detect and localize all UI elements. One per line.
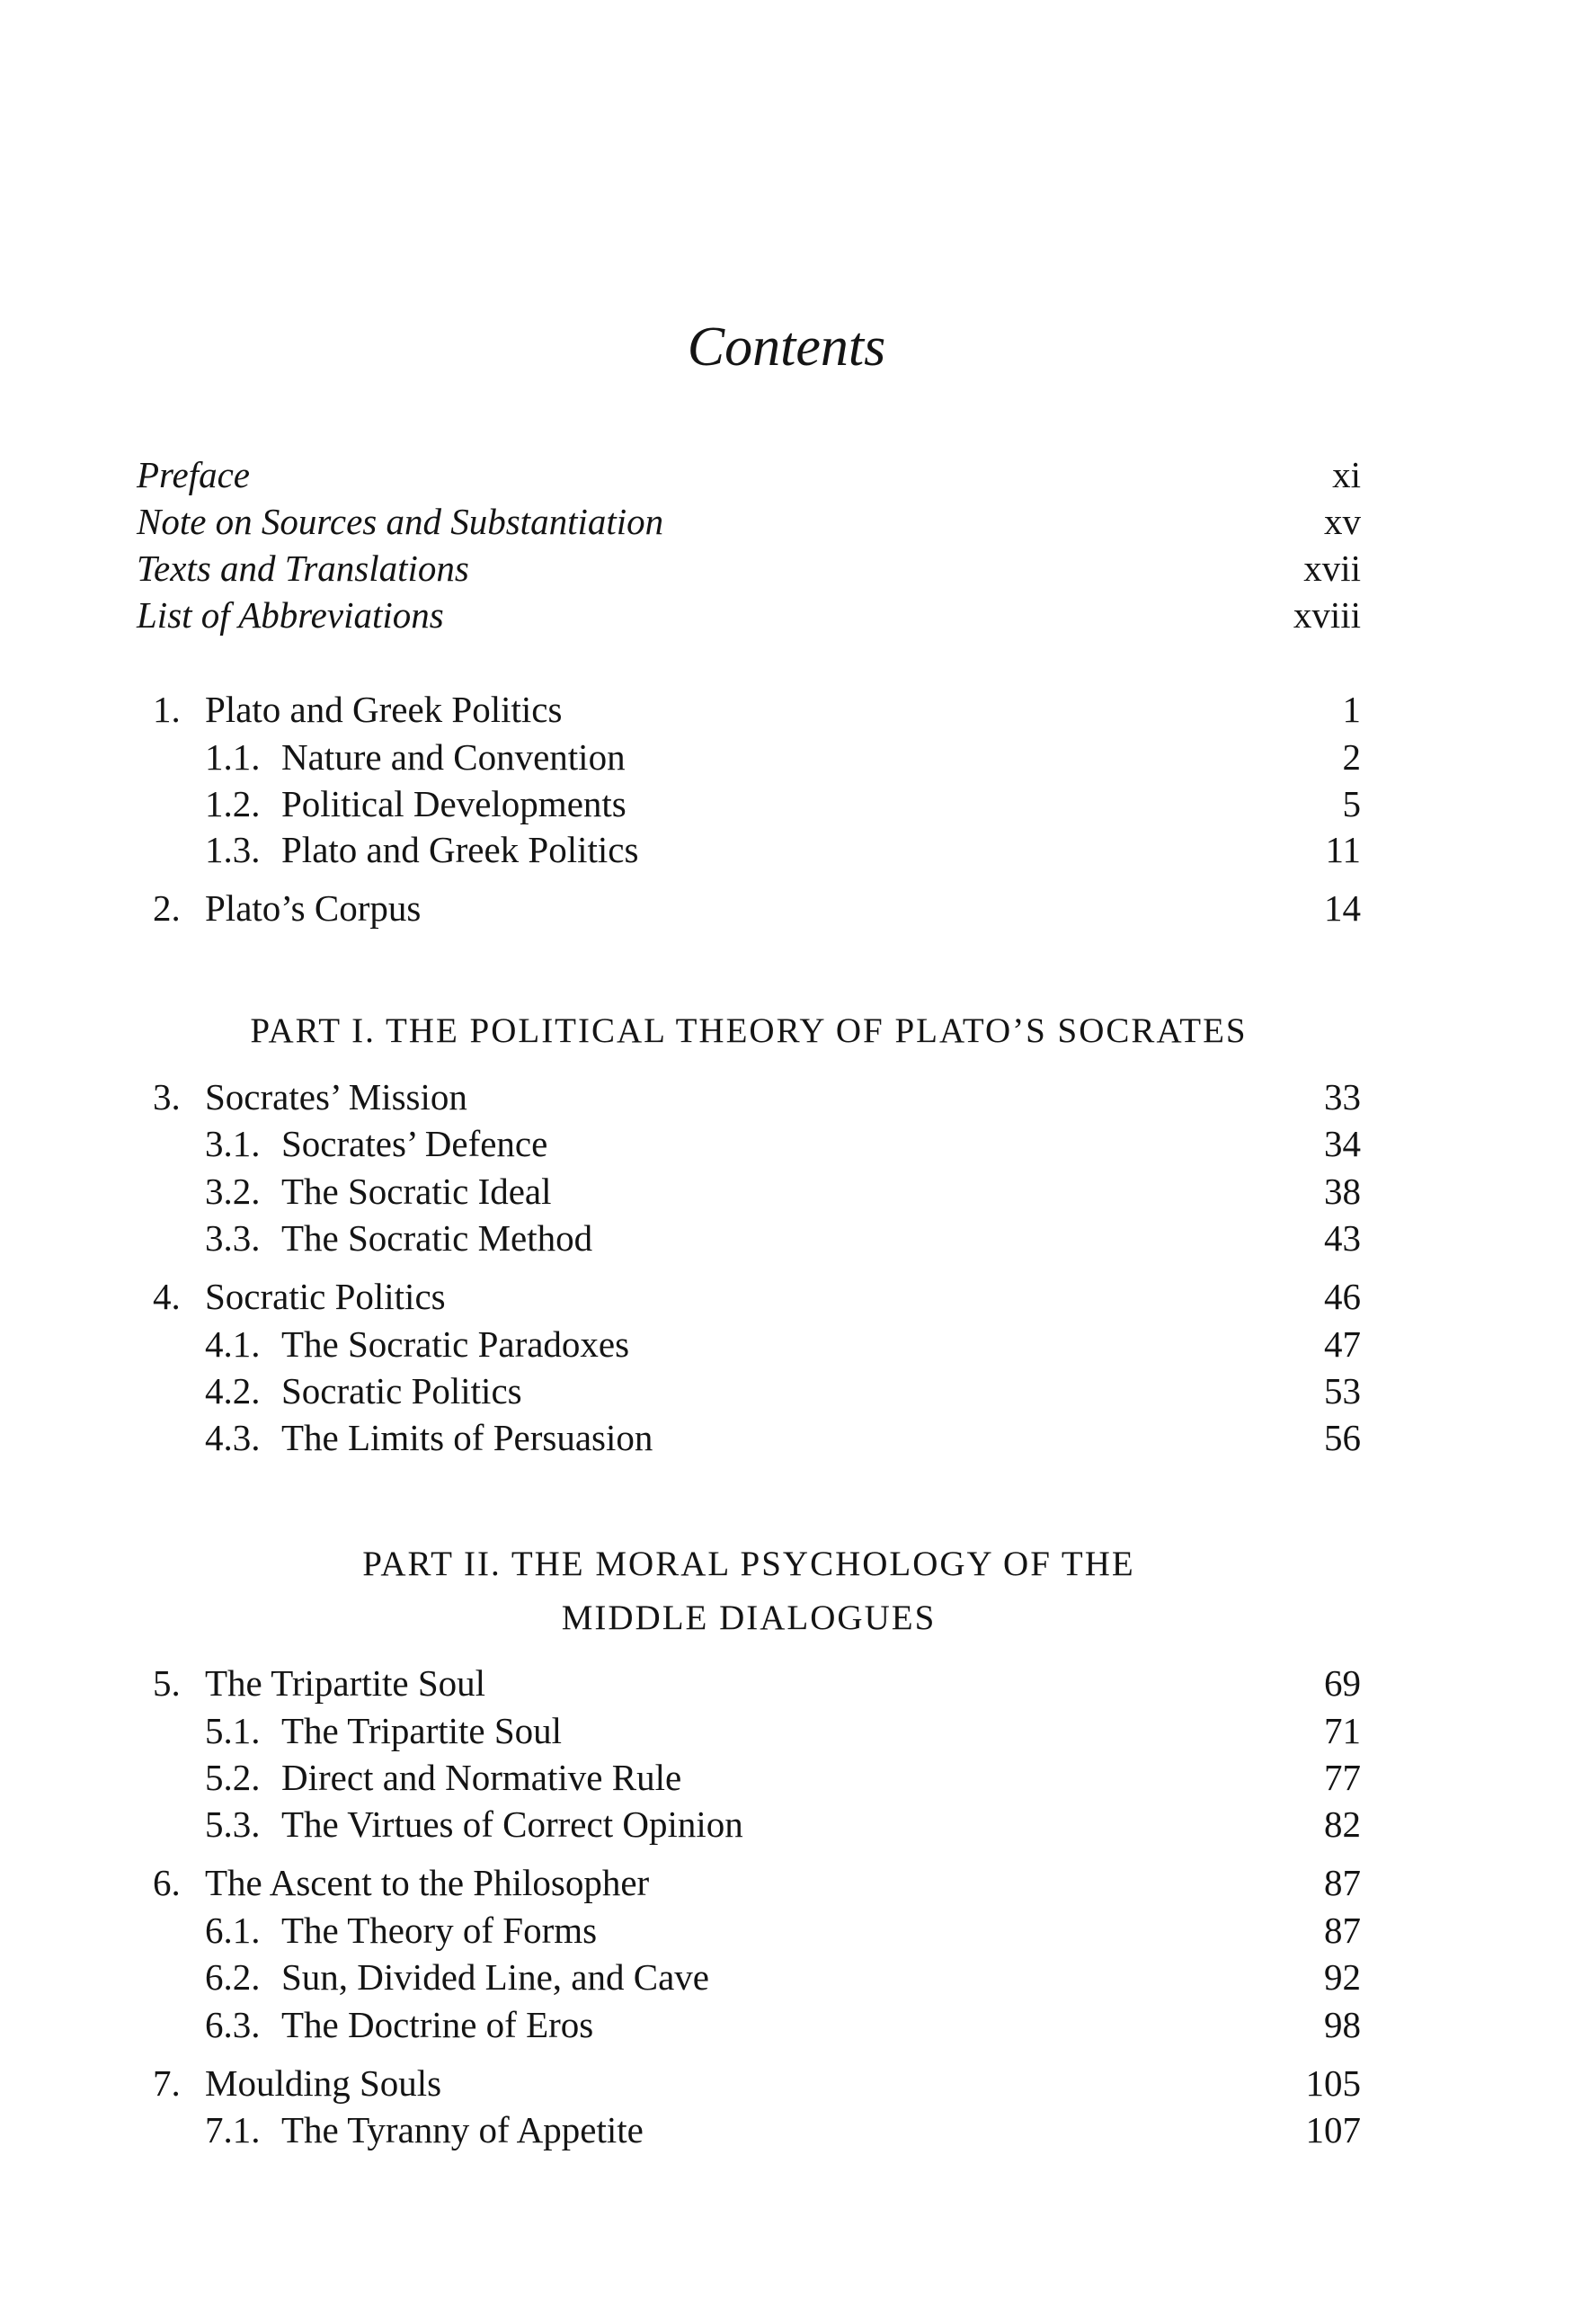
entry-number: 3.1. <box>205 1123 261 1164</box>
entry-page: 34 <box>1324 1123 1361 1164</box>
part-heading: PART II. THE MORAL PSYCHOLOGY OF THE <box>362 1545 1135 1583</box>
entry-number: 5.2. <box>205 1757 261 1798</box>
toc-entry-section[interactable] <box>137 1753 1361 1802</box>
entry-page: 105 <box>1305 2062 1361 2104</box>
entry-title: The Doctrine of Eros <box>281 2004 594 2045</box>
toc-entry-section[interactable] <box>137 733 1361 781</box>
entry-number: 1.1. <box>205 736 261 778</box>
toc-entry-section[interactable] <box>137 1953 1361 2001</box>
entry-page: 92 <box>1324 1956 1361 1998</box>
entry-number: 1. <box>153 689 181 730</box>
toc-entry-section[interactable] <box>137 1119 1361 1168</box>
entry-page: 87 <box>1324 1862 1361 1903</box>
page-title: Contents <box>687 316 886 378</box>
entry-page: 46 <box>1324 1276 1361 1317</box>
entry-title: The Virtues of Correct Opinion <box>281 1803 743 1845</box>
toc-entry-front-matter[interactable] <box>137 591 1361 639</box>
entry-number: 3. <box>153 1076 181 1117</box>
entry-title: The Theory of Forms <box>281 1910 598 1951</box>
toc-entry-section[interactable] <box>137 2000 1361 2049</box>
entry-number: 4. <box>153 1276 181 1317</box>
entry-number: 4.1. <box>205 1323 261 1365</box>
entry-page: 87 <box>1324 1910 1361 1951</box>
entry-title: The Tyranny of Appetite <box>281 2109 644 2150</box>
entry-page: 53 <box>1324 1370 1361 1411</box>
entry-title: The Socratic Paradoxes <box>281 1323 630 1365</box>
toc-entry-front-matter[interactable] <box>137 450 1361 499</box>
entry-number: 3.2. <box>205 1171 261 1212</box>
entry-number: 4.2. <box>205 1370 261 1411</box>
entry-number: 3.3. <box>205 1217 261 1259</box>
toc-entry-section[interactable] <box>137 1167 1361 1215</box>
toc-entry-section[interactable] <box>137 1706 1361 1755</box>
entry-page: 69 <box>1324 1662 1361 1704</box>
entry-title: Moulding Souls <box>205 2062 442 2104</box>
part-heading-line-2: MIDDLE DIALOGUES <box>561 1598 937 1637</box>
toc-entry-section[interactable] <box>137 1906 1361 1954</box>
toc-entry-front-matter[interactable] <box>137 497 1361 546</box>
toc-entry-chapter[interactable] <box>137 1272 1361 1321</box>
entry-number: 2. <box>153 887 181 929</box>
entry-title: Texts and Translations <box>137 548 469 589</box>
part-heading: PART I. THE POLITICAL THEORY OF PLATO’S SOCRATES <box>250 1011 1248 1050</box>
entry-number: 6. <box>153 1862 181 1903</box>
entry-number: 6.3. <box>205 2004 261 2045</box>
entry-page: 5 <box>1342 783 1361 824</box>
entry-title: Note on Sources and Substantiation <box>137 501 664 542</box>
entry-title: Preface <box>137 454 250 495</box>
toc-entry-chapter[interactable] <box>137 685 1361 734</box>
toc-entry-chapter[interactable] <box>137 1073 1361 1121</box>
entry-page: 14 <box>1324 887 1361 929</box>
entry-number: 6.2. <box>205 1956 261 1998</box>
entry-number: 5. <box>153 1662 181 1704</box>
entry-title: Plato’s Corpus <box>205 887 422 929</box>
entry-title: The Socratic Method <box>281 1217 593 1259</box>
entry-page: 77 <box>1324 1757 1361 1798</box>
toc-entry-front-matter[interactable] <box>137 544 1361 592</box>
toc-entry-chapter[interactable] <box>137 1858 1361 1907</box>
entry-page: 2 <box>1342 736 1361 778</box>
entry-page: 43 <box>1324 1217 1361 1259</box>
toc-entry-chapter[interactable] <box>137 884 1361 932</box>
entry-title: The Ascent to the Philosopher <box>205 1862 650 1903</box>
entry-page: xv <box>1324 501 1361 542</box>
entry-number: 5.1. <box>205 1710 261 1751</box>
entry-title: The Socratic Ideal <box>281 1171 552 1212</box>
entry-page: xviii <box>1293 594 1361 636</box>
entry-number: 1.2. <box>205 783 261 824</box>
entry-title: Socratic Politics <box>281 1370 522 1411</box>
entry-number: 5.3. <box>205 1803 261 1845</box>
entry-title: Sun, Divided Line, and Cave <box>281 1956 709 1998</box>
toc-entry-section[interactable] <box>137 1367 1361 1415</box>
entry-page: 98 <box>1324 2004 1361 2045</box>
entry-page: 56 <box>1324 1417 1361 1458</box>
entry-page: 82 <box>1324 1803 1361 1845</box>
entry-number: 7.1. <box>205 2109 261 2150</box>
entry-page: 71 <box>1324 1710 1361 1751</box>
entry-title: Socrates’ Mission <box>205 1076 467 1117</box>
entry-page: xvii <box>1303 548 1361 589</box>
toc-entry-section[interactable] <box>137 1800 1361 1848</box>
toc-entry-section[interactable] <box>137 1214 1361 1262</box>
toc-entry-section[interactable] <box>137 825 1361 874</box>
entry-number: 7. <box>153 2062 181 2104</box>
entry-page: 33 <box>1324 1076 1361 1117</box>
entry-title: Nature and Convention <box>281 736 626 778</box>
entry-page: 11 <box>1325 829 1361 870</box>
entry-page: 38 <box>1324 1171 1361 1212</box>
toc-entry-section[interactable] <box>137 779 1361 828</box>
entry-title: The Limits of Persuasion <box>281 1417 653 1458</box>
entry-title: The Tripartite Soul <box>205 1662 486 1704</box>
entry-number: 1.3. <box>205 829 261 870</box>
entry-title: Direct and Normative Rule <box>281 1757 682 1798</box>
entry-title: Political Developments <box>281 783 627 824</box>
entry-title: Socratic Politics <box>205 1276 446 1317</box>
toc-entry-chapter[interactable] <box>137 1659 1361 1707</box>
toc-entry-chapter[interactable] <box>137 2059 1361 2107</box>
entry-page: xi <box>1332 454 1361 495</box>
entry-page: 107 <box>1305 2109 1361 2150</box>
toc-entry-section[interactable] <box>137 1413 1361 1462</box>
entry-title: List of Abbreviations <box>137 594 444 636</box>
entry-title: Plato and Greek Politics <box>205 689 563 730</box>
entry-number: 6.1. <box>205 1910 261 1951</box>
entry-number: 4.3. <box>205 1417 261 1458</box>
entry-title: The Tripartite Soul <box>281 1710 563 1751</box>
toc-entry-section[interactable] <box>137 1320 1361 1368</box>
entry-page: 47 <box>1324 1323 1361 1365</box>
entry-page: 1 <box>1342 689 1361 730</box>
entry-title: Plato and Greek Politics <box>281 829 639 870</box>
entry-title: Socrates’ Defence <box>281 1123 548 1164</box>
toc-entry-section[interactable] <box>137 2106 1361 2154</box>
